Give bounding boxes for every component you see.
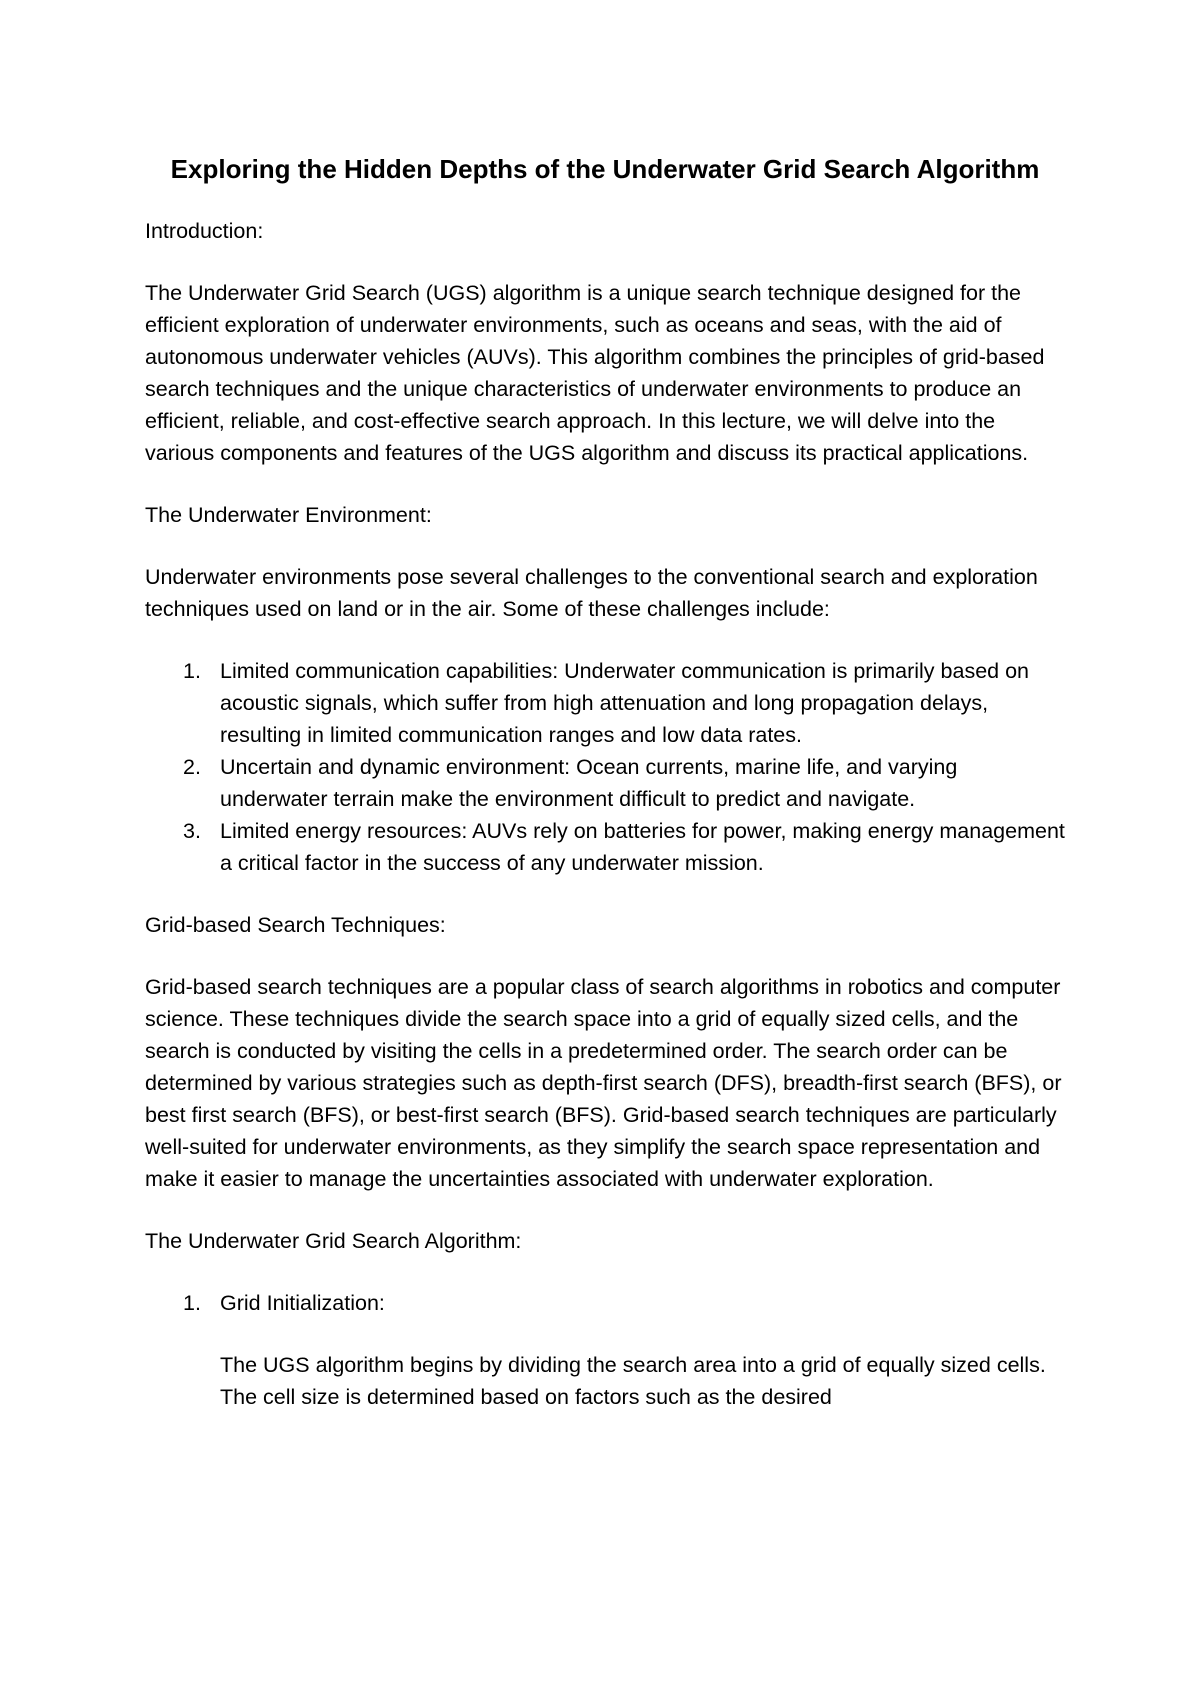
introduction-heading: Introduction:: [145, 219, 264, 243]
list-item: [145, 815, 1065, 879]
list-item-number: 1.: [183, 659, 201, 683]
environment-heading: The Underwater Environment:: [145, 503, 432, 527]
grid-initialization-paragraph: The UGS algorithm begins by dividing the search area into a grid of equally sized cells. The cell size is determined based on factors such as the desired: [220, 1353, 1046, 1409]
ugs-algorithm-heading: The Underwater Grid Search Algorithm:: [145, 1229, 522, 1253]
list-item: [145, 751, 1065, 815]
list-item-text: Grid Initialization:: [220, 1291, 385, 1315]
list-item-text: Limited energy resources: AUVs rely on batteries for power, making energy management a critical factor in the success of any underwater mission.: [220, 819, 1065, 875]
document-title: Exploring the Hidden Depths of the Underwater Grid Search Algorithm: [170, 154, 1040, 184]
grid-techniques-heading: Grid-based Search Techniques:: [145, 913, 446, 937]
document-content: [145, 150, 1065, 1413]
list-item-text: Uncertain and dynamic environment: Ocean currents, marine life, and varying underwater terrain make the environment difficult to predict and navigate.: [220, 755, 958, 811]
list-item: [145, 1287, 1065, 1319]
environment-paragraph: Underwater environments pose several challenges to the conventional search and exploration techniques used on land or in the air. Some of these challenges include:: [145, 565, 1038, 621]
list-item-number: 3.: [183, 819, 201, 843]
list-item-number: 2.: [183, 755, 201, 779]
grid-techniques-paragraph: Grid-based search techniques are a popular class of search algorithms in robotics and computer science. These techniques divide the search space into a grid of equally sized cells, and the search is conducted by visiting the cells in a predetermined order. The search order can be determined by various strategies such as depth-first search (DFS), breadth-first search (BFS), or best first search (BFS), or best-first search (BFS). Grid-based search techniques are particularly well-suited for underwater environments, as they simplify the search space representation and make it easier to manage the uncertainties associated with underwater exploration.: [145, 975, 1062, 1191]
challenges-list: [145, 655, 1065, 879]
list-item: [145, 655, 1065, 751]
algorithm-steps-list: [145, 1287, 1065, 1319]
list-item-number: 1.: [183, 1291, 201, 1315]
introduction-paragraph: The Underwater Grid Search (UGS) algorithm is a unique search technique designed for the efficient exploration of underwater environments, such as oceans and seas, with the aid of autonomous underwater vehicles (AUVs). This algorithm combines the principles of grid-based search techniques and the unique characteristics of underwater environments to produce an efficient, reliable, and cost-effective search approach. In this lecture, we will delve into the various components and features of the UGS algorithm and discuss its practical applications.: [145, 281, 1045, 465]
list-item-text: Limited communication capabilities: Underwater communication is primarily based on acoustic signals, which suffer from high attenuation and long propagation delays, resulting in limited communication ranges and low data rates.: [220, 659, 1029, 747]
